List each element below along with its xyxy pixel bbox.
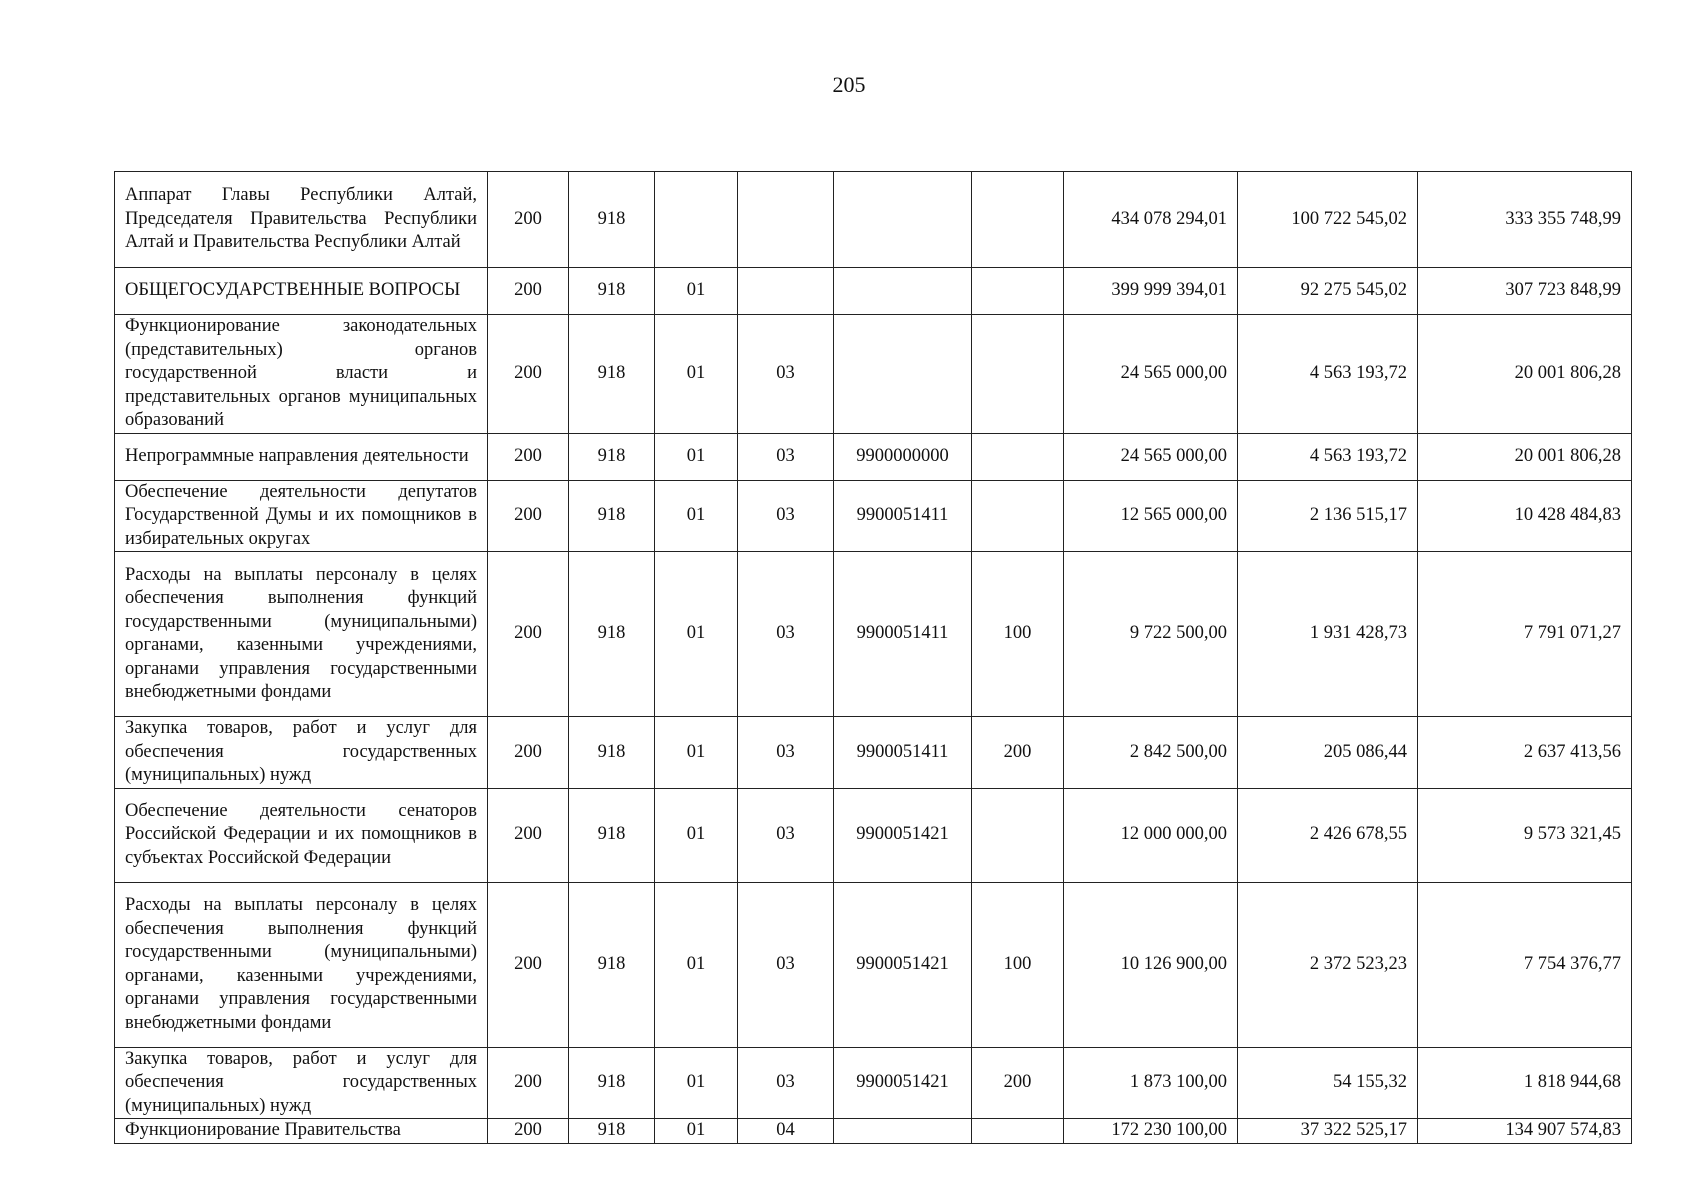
row-name: Функционирование законодательных (представительных) органов государственной власти и представительных органов муниципальных образований	[115, 315, 488, 434]
row-code: 200	[488, 788, 569, 882]
row-approved: 9 722 500,00	[1064, 552, 1238, 717]
row-remaining: 333 355 748,99	[1418, 172, 1632, 268]
row-target-article: 9900051411	[834, 552, 972, 717]
row-name: Закупка товаров, работ и услуг для обеспечения государственных (муниципальных) нужд	[115, 717, 488, 789]
row-grbs: 918	[569, 717, 655, 789]
row-target-article: 9900000000	[834, 433, 972, 480]
row-name: Обеспечение деятельности сенаторов Российской Федерации и их помощников в субъектах Российской Федерации	[115, 788, 488, 882]
row-grbs: 918	[569, 1119, 655, 1144]
row-target-article: 9900051421	[834, 882, 972, 1047]
table-body	[115, 172, 1632, 1144]
row-remaining: 2 637 413,56	[1418, 717, 1632, 789]
row-grbs: 918	[569, 172, 655, 268]
row-code: 200	[488, 433, 569, 480]
row-subsection: 03	[738, 480, 834, 552]
table-row	[115, 315, 1632, 434]
row-approved: 24 565 000,00	[1064, 433, 1238, 480]
row-subsection	[738, 268, 834, 315]
row-target-article	[834, 172, 972, 268]
row-name: Функционирование Правительства	[115, 1119, 488, 1144]
table-row	[115, 433, 1632, 480]
row-grbs: 918	[569, 788, 655, 882]
page-number: 205	[832, 72, 866, 97]
row-approved: 10 126 900,00	[1064, 882, 1238, 1047]
row-code: 200	[488, 1119, 569, 1144]
row-executed: 92 275 545,02	[1238, 268, 1418, 315]
row-code: 200	[488, 1047, 569, 1119]
row-subsection: 03	[738, 433, 834, 480]
row-approved: 399 999 394,01	[1064, 268, 1238, 315]
row-target-article	[834, 315, 972, 434]
row-expense-type	[972, 268, 1064, 315]
table-row	[115, 1119, 1632, 1144]
row-name: Расходы на выплаты персоналу в целях обеспечения выполнения функций государственными (муниципальными) органами, казенными учреждениями, органами управления государственными внебюджетными фондами	[115, 882, 488, 1047]
row-executed: 1 931 428,73	[1238, 552, 1418, 717]
row-section: 01	[655, 788, 738, 882]
row-subsection: 03	[738, 1047, 834, 1119]
row-subsection: 03	[738, 315, 834, 434]
table-row	[115, 268, 1632, 315]
row-grbs: 918	[569, 882, 655, 1047]
row-name: Непрограммные направления деятельности	[115, 433, 488, 480]
row-name: Аппарат Главы Республики Алтай, Председателя Правительства Республики Алтай и Правительства Республики Алтай	[115, 172, 488, 268]
row-remaining: 10 428 484,83	[1418, 480, 1632, 552]
row-expense-type	[972, 315, 1064, 434]
row-subsection: 03	[738, 717, 834, 789]
row-code: 200	[488, 552, 569, 717]
row-remaining: 20 001 806,28	[1418, 433, 1632, 480]
row-name: Обеспечение деятельности депутатов Государственной Думы и их помощников в избирательных округах	[115, 480, 488, 552]
row-executed: 37 322 525,17	[1238, 1119, 1418, 1144]
row-executed: 54 155,32	[1238, 1047, 1418, 1119]
row-subsection: 03	[738, 788, 834, 882]
row-target-article: 9900051421	[834, 788, 972, 882]
table-row	[115, 788, 1632, 882]
row-code: 200	[488, 717, 569, 789]
row-section: 01	[655, 1047, 738, 1119]
row-code: 200	[488, 172, 569, 268]
row-target-article: 9900051411	[834, 480, 972, 552]
row-executed: 2 426 678,55	[1238, 788, 1418, 882]
row-remaining: 7 754 376,77	[1418, 882, 1632, 1047]
row-executed: 100 722 545,02	[1238, 172, 1418, 268]
row-expense-type: 200	[972, 1047, 1064, 1119]
row-code: 200	[488, 315, 569, 434]
row-executed: 4 563 193,72	[1238, 315, 1418, 434]
row-remaining: 7 791 071,27	[1418, 552, 1632, 717]
row-name: Закупка товаров, работ и услуг для обеспечения государственных (муниципальных) нужд	[115, 1047, 488, 1119]
row-section: 01	[655, 433, 738, 480]
row-approved: 434 078 294,01	[1064, 172, 1238, 268]
row-remaining: 20 001 806,28	[1418, 315, 1632, 434]
row-remaining: 134 907 574,83	[1418, 1119, 1632, 1144]
row-grbs: 918	[569, 315, 655, 434]
row-approved: 2 842 500,00	[1064, 717, 1238, 789]
row-code: 200	[488, 882, 569, 1047]
row-code: 200	[488, 480, 569, 552]
row-target-article	[834, 268, 972, 315]
row-target-article	[834, 1119, 972, 1144]
row-grbs: 918	[569, 480, 655, 552]
row-approved: 12 000 000,00	[1064, 788, 1238, 882]
row-remaining: 1 818 944,68	[1418, 1047, 1632, 1119]
row-executed: 2 136 515,17	[1238, 480, 1418, 552]
table-row	[115, 172, 1632, 268]
row-subsection	[738, 172, 834, 268]
row-name: Расходы на выплаты персоналу в целях обеспечения выполнения функций государственными (муниципальными) органами, казенными учреждениями, органами управления государственными внебюджетными фондами	[115, 552, 488, 717]
row-subsection: 03	[738, 882, 834, 1047]
row-executed: 4 563 193,72	[1238, 433, 1418, 480]
row-grbs: 918	[569, 268, 655, 315]
row-expense-type: 200	[972, 717, 1064, 789]
row-section: 01	[655, 882, 738, 1047]
row-approved: 24 565 000,00	[1064, 315, 1238, 434]
row-expense-type	[972, 433, 1064, 480]
row-name: ОБЩЕГОСУДАРСТВЕННЫЕ ВОПРОСЫ	[115, 268, 488, 315]
row-grbs: 918	[569, 552, 655, 717]
table-row	[115, 882, 1632, 1047]
row-approved: 1 873 100,00	[1064, 1047, 1238, 1119]
row-section: 01	[655, 315, 738, 434]
row-section	[655, 172, 738, 268]
row-code: 200	[488, 268, 569, 315]
row-section: 01	[655, 1119, 738, 1144]
row-remaining: 9 573 321,45	[1418, 788, 1632, 882]
row-executed: 205 086,44	[1238, 717, 1418, 789]
row-executed: 2 372 523,23	[1238, 882, 1418, 1047]
row-approved: 12 565 000,00	[1064, 480, 1238, 552]
row-remaining: 307 723 848,99	[1418, 268, 1632, 315]
budget-table	[114, 171, 1632, 1144]
row-section: 01	[655, 268, 738, 315]
row-section: 01	[655, 480, 738, 552]
table-row	[115, 717, 1632, 789]
row-expense-type	[972, 1119, 1064, 1144]
row-target-article: 9900051411	[834, 717, 972, 789]
row-expense-type	[972, 788, 1064, 882]
row-expense-type	[972, 172, 1064, 268]
row-target-article: 9900051421	[834, 1047, 972, 1119]
table-row	[115, 480, 1632, 552]
row-section: 01	[655, 717, 738, 789]
row-section: 01	[655, 552, 738, 717]
row-grbs: 918	[569, 433, 655, 480]
row-expense-type: 100	[972, 882, 1064, 1047]
table-row	[115, 1047, 1632, 1119]
row-expense-type	[972, 480, 1064, 552]
row-grbs: 918	[569, 1047, 655, 1119]
row-subsection: 03	[738, 552, 834, 717]
row-approved: 172 230 100,00	[1064, 1119, 1238, 1144]
row-expense-type: 100	[972, 552, 1064, 717]
row-subsection: 04	[738, 1119, 834, 1144]
table-row	[115, 552, 1632, 717]
